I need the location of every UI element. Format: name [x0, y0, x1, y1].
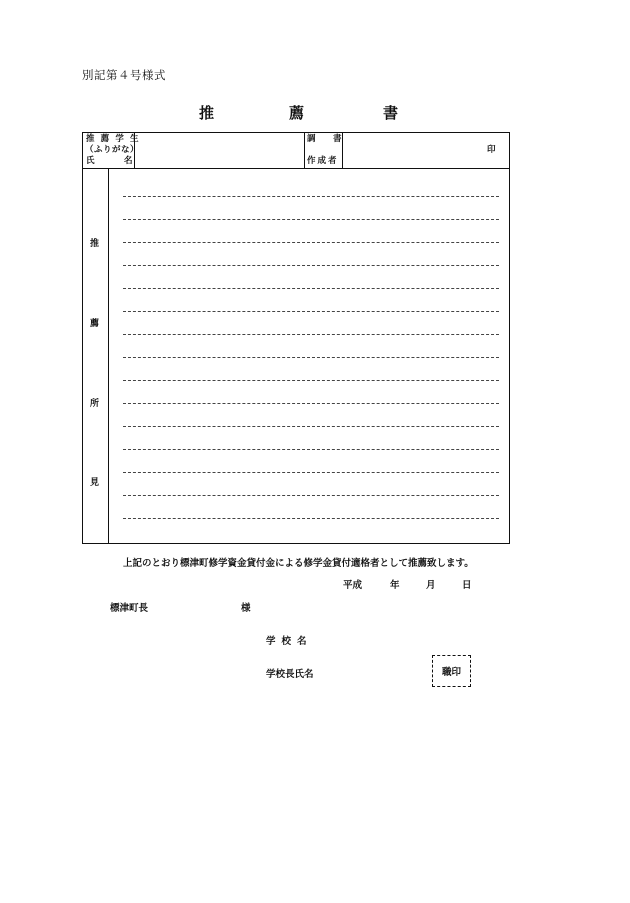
recommendation-statement: 上記のとおり標津町修学資金貸付金による修学金貸付適格者として推薦致します。: [123, 558, 474, 569]
date-year: 年: [390, 580, 400, 591]
body-divider: [108, 169, 109, 543]
title-char-3: 書: [383, 104, 399, 122]
vertical-label-char-2: 薦: [90, 319, 100, 329]
comment-dashed-line: [123, 242, 499, 243]
header-divider: [342, 133, 343, 169]
form-header-row: [83, 133, 509, 169]
title-char-1: 推: [199, 104, 215, 122]
official-stamp-box: 職印: [432, 655, 471, 687]
school-name-label: 学校名: [266, 636, 313, 647]
date-month: 月: [426, 580, 436, 591]
comment-dashed-line: [123, 357, 499, 358]
student-name-label-line1: 推 薦 学 生: [86, 134, 141, 144]
student-name-label-furigana: （ふりがな）: [85, 145, 140, 155]
title-char-2: 薦: [289, 104, 305, 122]
vertical-label-char-4: 見: [90, 478, 100, 488]
comment-dashed-line: [123, 426, 499, 427]
vertical-label-char-1: 推: [90, 239, 100, 249]
comment-dashed-line: [123, 449, 499, 450]
comment-dashed-line: [123, 518, 499, 519]
comment-dashed-line: [123, 311, 499, 312]
seal-mark: 印: [487, 145, 496, 155]
header-divider: [304, 133, 305, 169]
student-name-label-shi: 氏: [86, 156, 95, 166]
comment-dashed-line: [123, 288, 499, 289]
vertical-label-char-3: 所: [90, 399, 100, 409]
comment-dashed-line: [123, 380, 499, 381]
recommendation-form-frame: [82, 132, 510, 544]
form-number-label: 別記第４号様式: [82, 68, 166, 82]
student-name-label-mei: 名: [124, 156, 133, 166]
report-creator-label-cho: 調: [307, 134, 316, 144]
date-day: 日: [462, 580, 472, 591]
report-creator-label: 作成者: [307, 156, 339, 166]
principal-name-label: 学校長氏名: [266, 669, 314, 680]
date-era: 平成: [343, 580, 363, 591]
report-creator-label-sho: 書: [333, 134, 342, 144]
comment-dashed-line: [123, 403, 499, 404]
comment-dashed-line: [123, 219, 499, 220]
comment-dashed-line: [123, 472, 499, 473]
comment-dashed-line: [123, 265, 499, 266]
addressee: 標津町長: [110, 603, 149, 614]
comment-dashed-line: [123, 495, 499, 496]
comment-dashed-line: [123, 334, 499, 335]
addressee-honorific: 様: [241, 603, 251, 614]
comment-dashed-line: [123, 196, 499, 197]
